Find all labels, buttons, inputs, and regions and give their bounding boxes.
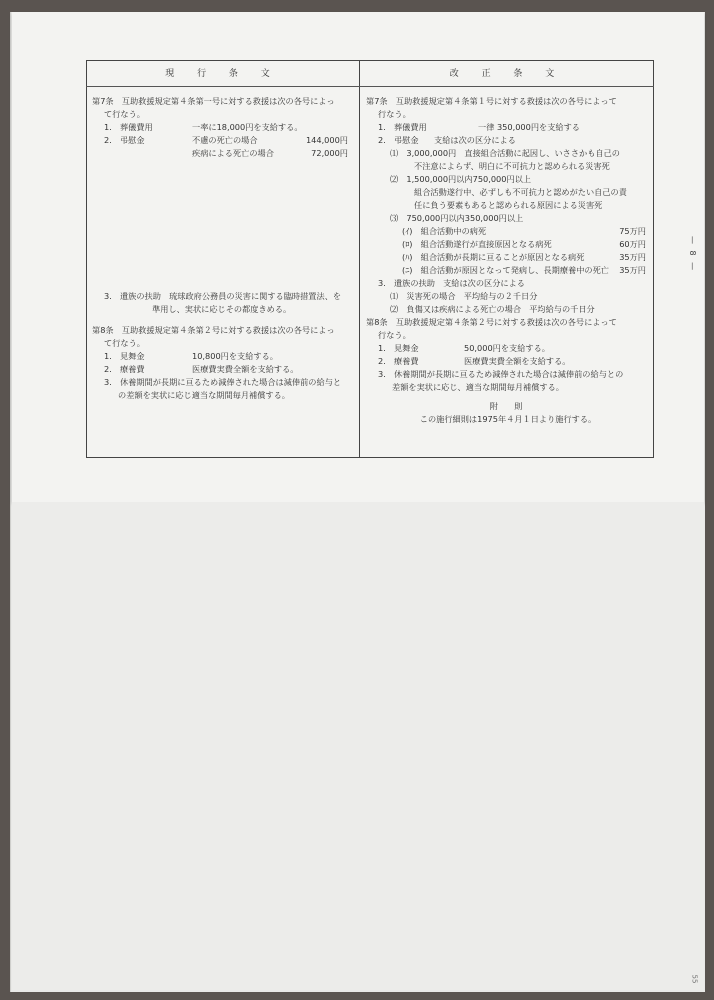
category-desc: (ﾆ) 組合活動が原因となって発病し、長期療養中の死亡 bbox=[402, 265, 609, 275]
item-value: 支給は次の区分による bbox=[434, 135, 516, 145]
category-amount: 60万円 bbox=[619, 239, 646, 249]
item-line: 3. 休養期間が長期に亘るため減俸された場合は減俸前の給与と bbox=[104, 377, 342, 387]
article-7-line: 第7条 互助救援規定第４条第一号に対する救援は次の各号によっ bbox=[92, 96, 335, 106]
item-amount: 144,000円 bbox=[305, 135, 348, 145]
sub-item-line: 組合活動遂行中、必ずしも不可抗力と認めがたい自己の責 bbox=[414, 187, 627, 197]
item-amount: 72,000円 bbox=[311, 148, 348, 158]
item-line: 準用し、実状に応じその都度きめる。 bbox=[152, 304, 292, 314]
category-desc: (ﾛ) 組合活動遂行が直接原因となる病死 bbox=[402, 239, 552, 249]
article-7-line: て行なう。 bbox=[104, 109, 145, 119]
current-articles bbox=[92, 95, 354, 402]
category-amount: 75万円 bbox=[619, 226, 646, 236]
item-line: 3. 遺族の扶助 琉球政府公務員の災害に関する臨時措置法、を bbox=[104, 291, 342, 301]
item-label: 1. 見舞金 bbox=[378, 343, 419, 353]
page-number: — 8 — bbox=[688, 236, 697, 273]
category-amount: 35万円 bbox=[619, 252, 646, 262]
item-label: 1. 葬儀費用 bbox=[378, 122, 427, 132]
item-value: 10,800円を支給する。 bbox=[192, 351, 278, 361]
item-value: 医療費実費全額を支給する。 bbox=[192, 364, 299, 374]
item-line: の差額を実状に応じ適当な期間毎月補償する。 bbox=[118, 390, 290, 400]
revised-articles-header: 改 正 条 文 bbox=[449, 69, 565, 79]
item-label: 2. 療養費 bbox=[378, 356, 419, 366]
item-line: 差額を実状に応じ、適当な期間毎月補償する。 bbox=[392, 382, 564, 392]
category-desc: (ｲ) 組合活動中の病死 bbox=[402, 226, 487, 236]
item-line: 3. 休養期間が長期に亘るため減俸された場合は減俸前の給与との bbox=[378, 369, 624, 379]
category-desc: (ﾊ) 組合活動が長期に亘ることが原因となる病死 bbox=[402, 252, 585, 262]
column-divider bbox=[359, 60, 360, 458]
item-label: 2. 療養費 bbox=[104, 364, 145, 374]
item-desc: 疾病による死亡の場合 bbox=[192, 148, 274, 158]
item-desc: 不慮の死亡の場合 bbox=[192, 135, 258, 145]
article-8-line: 行なう。 bbox=[378, 330, 411, 340]
article-8-line: 第8条 互助救援規定第４条第２号に対する救援は次の各号によっ bbox=[92, 325, 335, 335]
item-value: 一律 350,000円を支給する bbox=[478, 122, 580, 132]
header-rule bbox=[86, 86, 654, 87]
supplementary-title: 附 則 bbox=[489, 401, 527, 411]
item-label: 1. 見舞金 bbox=[104, 351, 145, 361]
item-value: 医療費実費全額を支給する。 bbox=[464, 356, 571, 366]
item-line: 3. 遺族の扶助 支給は次の区分による bbox=[378, 278, 525, 288]
item-label: 2. 弔慰金 bbox=[378, 135, 419, 145]
article-7-line: 第7条 互助救援規定第４条第１号に対する救援は次の各号によって bbox=[366, 96, 617, 106]
article-7-line: 行なう。 bbox=[378, 109, 411, 119]
corner-stamp: 55 bbox=[690, 974, 699, 984]
article-8-line: 第8条 互助救援規定第４条第２号に対する救援は次の各号によって bbox=[366, 317, 617, 327]
sub-item-line: ⑴ 3,000,000円 直接組合活動に起因し、いささかも自己の bbox=[390, 148, 620, 158]
sub-item-line: 不注意によらず、明白に不可抗力と認められる災害死 bbox=[414, 161, 610, 171]
item-label: 2. 弔慰金 bbox=[104, 135, 145, 145]
sub-item-line: ⑵ 1,500,000円以内750,000円以上 bbox=[390, 174, 532, 184]
article-8-line: て行なう。 bbox=[104, 338, 145, 348]
sub-item-line: 任に負う要素もあると認められる原因による災害死 bbox=[414, 200, 603, 210]
blank-page bbox=[12, 502, 704, 990]
item-label: 1. 葬儀費用 bbox=[104, 122, 153, 132]
current-articles-header: 現 行 条 文 bbox=[165, 69, 280, 79]
sub-item-line: ⑴ 災害死の場合 平均給与の２千日分 bbox=[390, 291, 538, 301]
category-amount: 35万円 bbox=[619, 265, 646, 275]
revised-articles bbox=[366, 95, 650, 426]
sub-item-line: ⑵ 負傷又は疾病による死亡の場合 平均給与の千日分 bbox=[390, 304, 595, 314]
item-value: 一率に18,000円を支給する。 bbox=[192, 122, 303, 132]
item-value: 50,000円を支給する。 bbox=[464, 343, 550, 353]
sub-item-line: ⑶ 750,000円以内350,000円以上 bbox=[390, 213, 524, 223]
supplementary-text: この施行細則は1975年４月１日より施行する。 bbox=[419, 414, 597, 424]
